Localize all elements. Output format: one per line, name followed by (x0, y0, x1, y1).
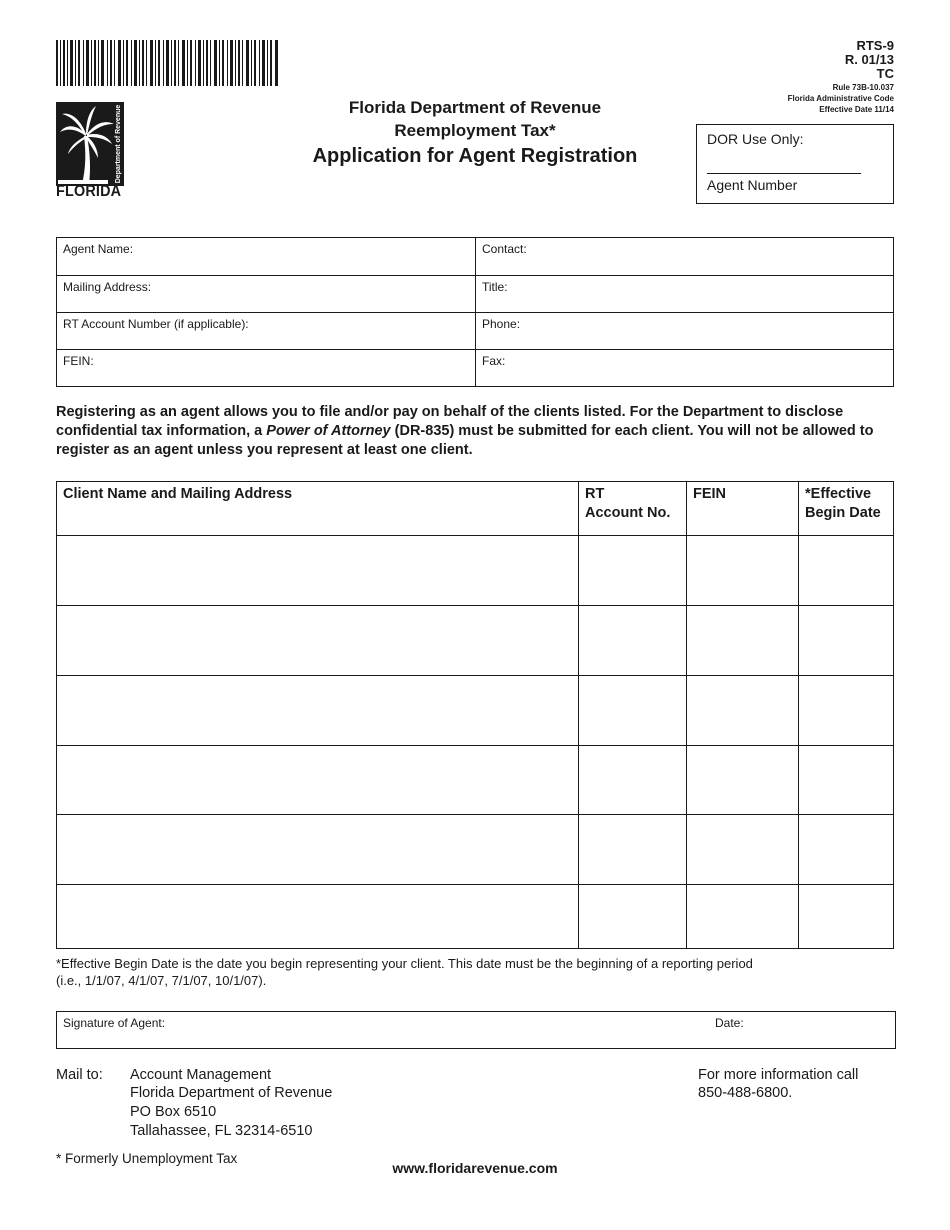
col-client-label: Client Name and Mailing Address (63, 486, 293, 502)
dor-use-label: DOR Use Only: (707, 131, 804, 147)
instructions-paragraph (56, 403, 896, 460)
title-label: Title: (482, 280, 508, 294)
effective-date-footnote (56, 955, 856, 989)
col-fein-header (687, 482, 799, 535)
client-table (56, 481, 894, 949)
mailing-address-label: Mailing Address: (63, 280, 152, 294)
col-rt-line2: Account No. (585, 505, 671, 521)
signature-box[interactable] (56, 1011, 896, 1049)
mail-address-line: PO Box 6510 (130, 1104, 217, 1120)
agent-info-grid (56, 237, 894, 387)
agent-name-label: Agent Name: (63, 242, 134, 256)
logo-side-text: Department of Revenue (115, 104, 122, 184)
col-fein-label: FEIN (693, 486, 727, 502)
instructions-italic: Power of Attorney (266, 423, 391, 439)
client-row[interactable] (57, 815, 893, 884)
agent-number-label: Agent Number (707, 177, 798, 193)
info-phone-number: 850-488-6800. (698, 1085, 793, 1101)
client-row[interactable] (57, 536, 893, 605)
col-rt-header (579, 482, 687, 535)
date-label: Date: (715, 1016, 744, 1030)
mailing-address-field[interactable] (57, 275, 475, 312)
col-client-header (57, 482, 579, 535)
rt-account-label: RT Account Number (if applicable): (63, 317, 249, 331)
contact-field[interactable] (475, 238, 893, 275)
info-call-text: For more information call (698, 1067, 859, 1083)
instructions-part1: Registering as an agent allows you to file and/or pay on behalf of the clients listed. For the Department to disclose confidential tax information, a (56, 404, 844, 439)
form-effective-date: Effective Date 11/14 (819, 105, 894, 114)
col-effective-line1: *Effective (805, 486, 872, 502)
mail-to-label: Mail to: (56, 1067, 103, 1083)
instructions-part2: (DR-835) must be submitted for each client. You will not be allowed to register as an agent unless you represent at least one client. (56, 423, 874, 458)
phone-field[interactable] (475, 312, 893, 349)
title-field[interactable] (475, 275, 893, 312)
signature-label: Signature of Agent: (63, 1016, 166, 1030)
agent-number-line[interactable] (707, 173, 861, 174)
client-row[interactable] (57, 885, 893, 948)
client-row[interactable] (57, 676, 893, 745)
form-title: Application for Agent Registration (312, 145, 638, 167)
formerly-note: * Formerly Unemployment Tax (56, 1151, 238, 1166)
form-tc: TC (876, 66, 894, 81)
agent-name-field[interactable] (57, 238, 475, 275)
form-id: RTS-9 (856, 38, 894, 53)
col-effective-line2: Begin Date (805, 505, 881, 521)
mail-address-line: Florida Department of Revenue (130, 1085, 333, 1101)
rt-account-field[interactable] (57, 312, 475, 349)
logo-word: FLORIDA (56, 183, 122, 200)
barcode-icon (56, 40, 278, 86)
col-effective-header (799, 482, 893, 535)
client-row[interactable] (57, 606, 893, 675)
form-revision: R. 01/13 (844, 52, 894, 67)
agency-name: Florida Department of Revenue (348, 98, 602, 117)
form-rule: Rule 73B-10.037 (832, 83, 894, 92)
col-rt-line1: RT (585, 486, 605, 502)
phone-label: Phone: (482, 317, 521, 331)
program-name: Reemployment Tax* (394, 121, 556, 140)
footnote-line2: (i.e., 1/1/07, 4/1/07, 7/1/07, 10/1/07). (56, 973, 267, 988)
fein-field[interactable] (57, 349, 475, 386)
contact-label: Contact: (482, 242, 527, 256)
website-link[interactable]: www.floridarevenue.com (392, 1160, 558, 1176)
fax-label: Fax: (482, 354, 506, 368)
mail-address-line: Tallahassee, FL 32314-6510 (130, 1123, 313, 1139)
fax-field[interactable] (475, 349, 893, 386)
client-row[interactable] (57, 746, 893, 814)
mail-address-line: Account Management (130, 1067, 272, 1083)
fein-label: FEIN: (63, 354, 94, 368)
form-admin-code: Florida Administrative Code (787, 94, 894, 103)
dor-use-only-box (696, 124, 894, 204)
footnote-line1: *Effective Begin Date is the date you begin representing your client. This date must be the beginning of a reporting period (56, 956, 753, 971)
